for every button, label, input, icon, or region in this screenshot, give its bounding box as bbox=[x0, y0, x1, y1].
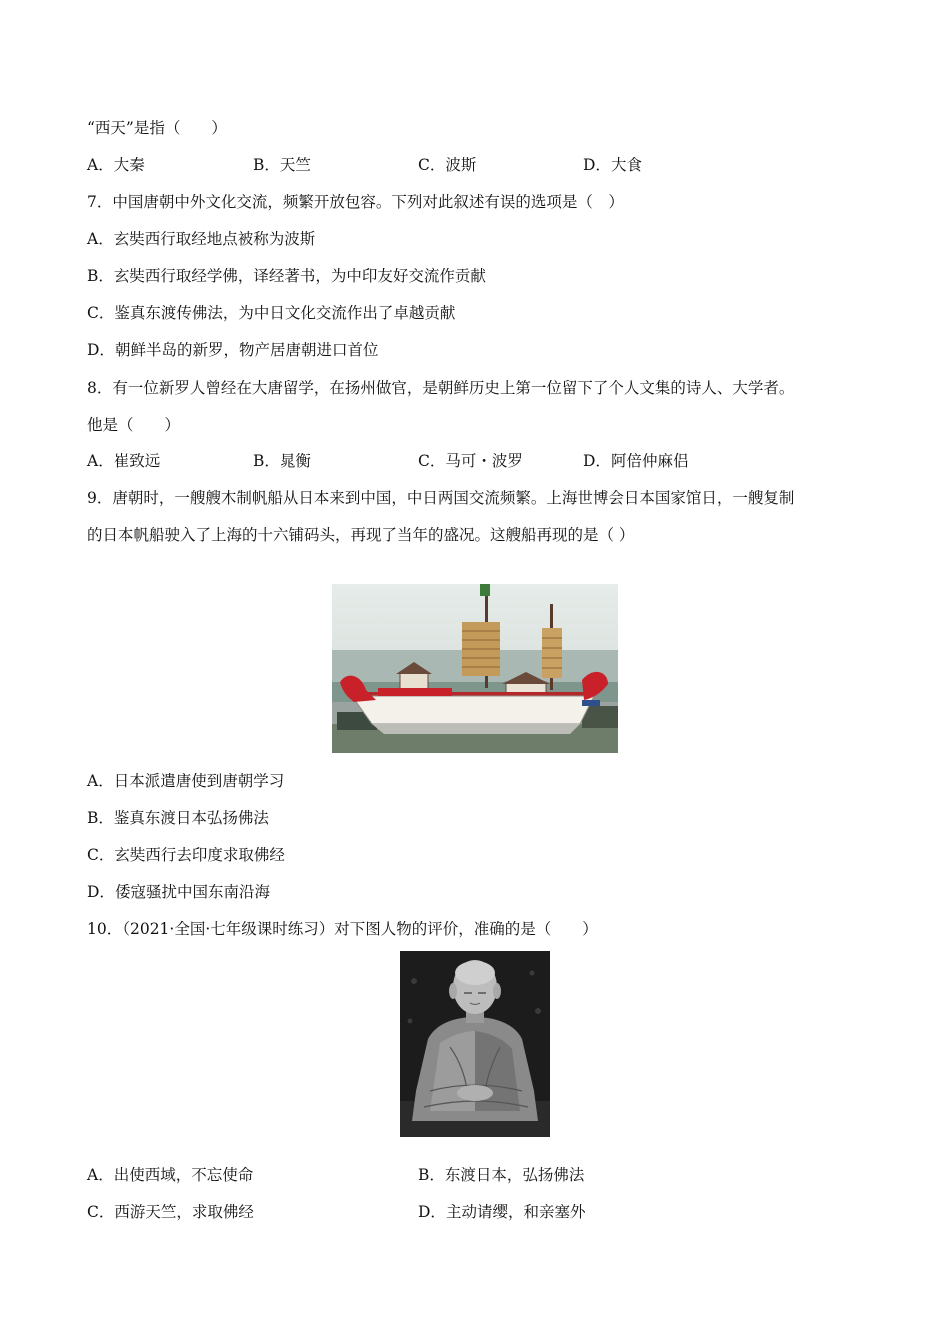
q6-option-a: A．大秦 bbox=[87, 156, 145, 174]
q10-option-c: C．西游天竺，求取佛经 bbox=[87, 1203, 254, 1221]
q9-option-c: C．玄奘西行去印度求取佛经 bbox=[87, 846, 285, 864]
q7-stem: 7．中国唐朝中外文化交流，频繁开放包容。下列对此叙述有误的选项是（ ） bbox=[87, 193, 624, 211]
q6-stem-tail: “西天”是指（ ） bbox=[87, 119, 227, 137]
q8-option-b: B．晁衡 bbox=[253, 452, 311, 470]
q8-option-d: D．阿倍仲麻侣 bbox=[583, 452, 689, 470]
q9-option-d: D．倭寇骚扰中国东南沿海 bbox=[87, 883, 270, 901]
q8-stem-line1: 8．有一位新罗人曾经在大唐留学，在扬州做官，是朝鲜历史上第一位留下了个人文集的诗人、大学者。 bbox=[87, 379, 795, 397]
q10-option-b: B．东渡日本，弘扬佛法 bbox=[418, 1166, 585, 1184]
q10-option-d: D．主动请缨，和亲塞外 bbox=[418, 1203, 586, 1221]
q10-option-a: A．出使西域，不忘使命 bbox=[87, 1166, 254, 1184]
q9-stem-line2: 的日本帆船驶入了上海的十六铺码头，再现了当年的盛况。这艘船再现的是（ ） bbox=[87, 526, 635, 544]
q9-option-a: A．日本派遣唐使到唐朝学习 bbox=[87, 772, 285, 790]
q7-option-b: B．玄奘西行取经学佛，译经著书，为中印友好交流作贡献 bbox=[87, 267, 486, 285]
q8-option-c: C．马可・波罗 bbox=[418, 452, 523, 470]
q10-stem: 10．（2021·全国·七年级课时练习）对下图人物的评价，准确的是（ ） bbox=[87, 920, 598, 938]
q7-option-a: A．玄奘西行取经地点被称为波斯 bbox=[87, 230, 316, 248]
q6-option-b: B．天竺 bbox=[253, 156, 311, 174]
q8-stem-line2: 他是（ ） bbox=[87, 416, 181, 434]
q8-option-a: A．崔致远 bbox=[87, 452, 161, 470]
q9-stem-line1: 9．唐朝时，一艘艘木制帆船从日本来到中国，中日两国交流频繁。上海世博会日本国家馆日，一艘复制 bbox=[87, 489, 795, 507]
q7-option-c: C．鉴真东渡传佛法，为中日文化交流作出了卓越贡献 bbox=[87, 304, 456, 322]
q6-option-d: D．大食 bbox=[583, 156, 642, 174]
japanese-ship-photo bbox=[332, 584, 618, 753]
q7-option-d: D．朝鲜半岛的新罗，物产居唐朝进口首位 bbox=[87, 341, 379, 359]
q9-option-b: B．鉴真东渡日本弘扬佛法 bbox=[87, 809, 269, 827]
seated-monk-statue-photo bbox=[400, 951, 550, 1137]
q6-option-c: C．波斯 bbox=[418, 156, 477, 174]
